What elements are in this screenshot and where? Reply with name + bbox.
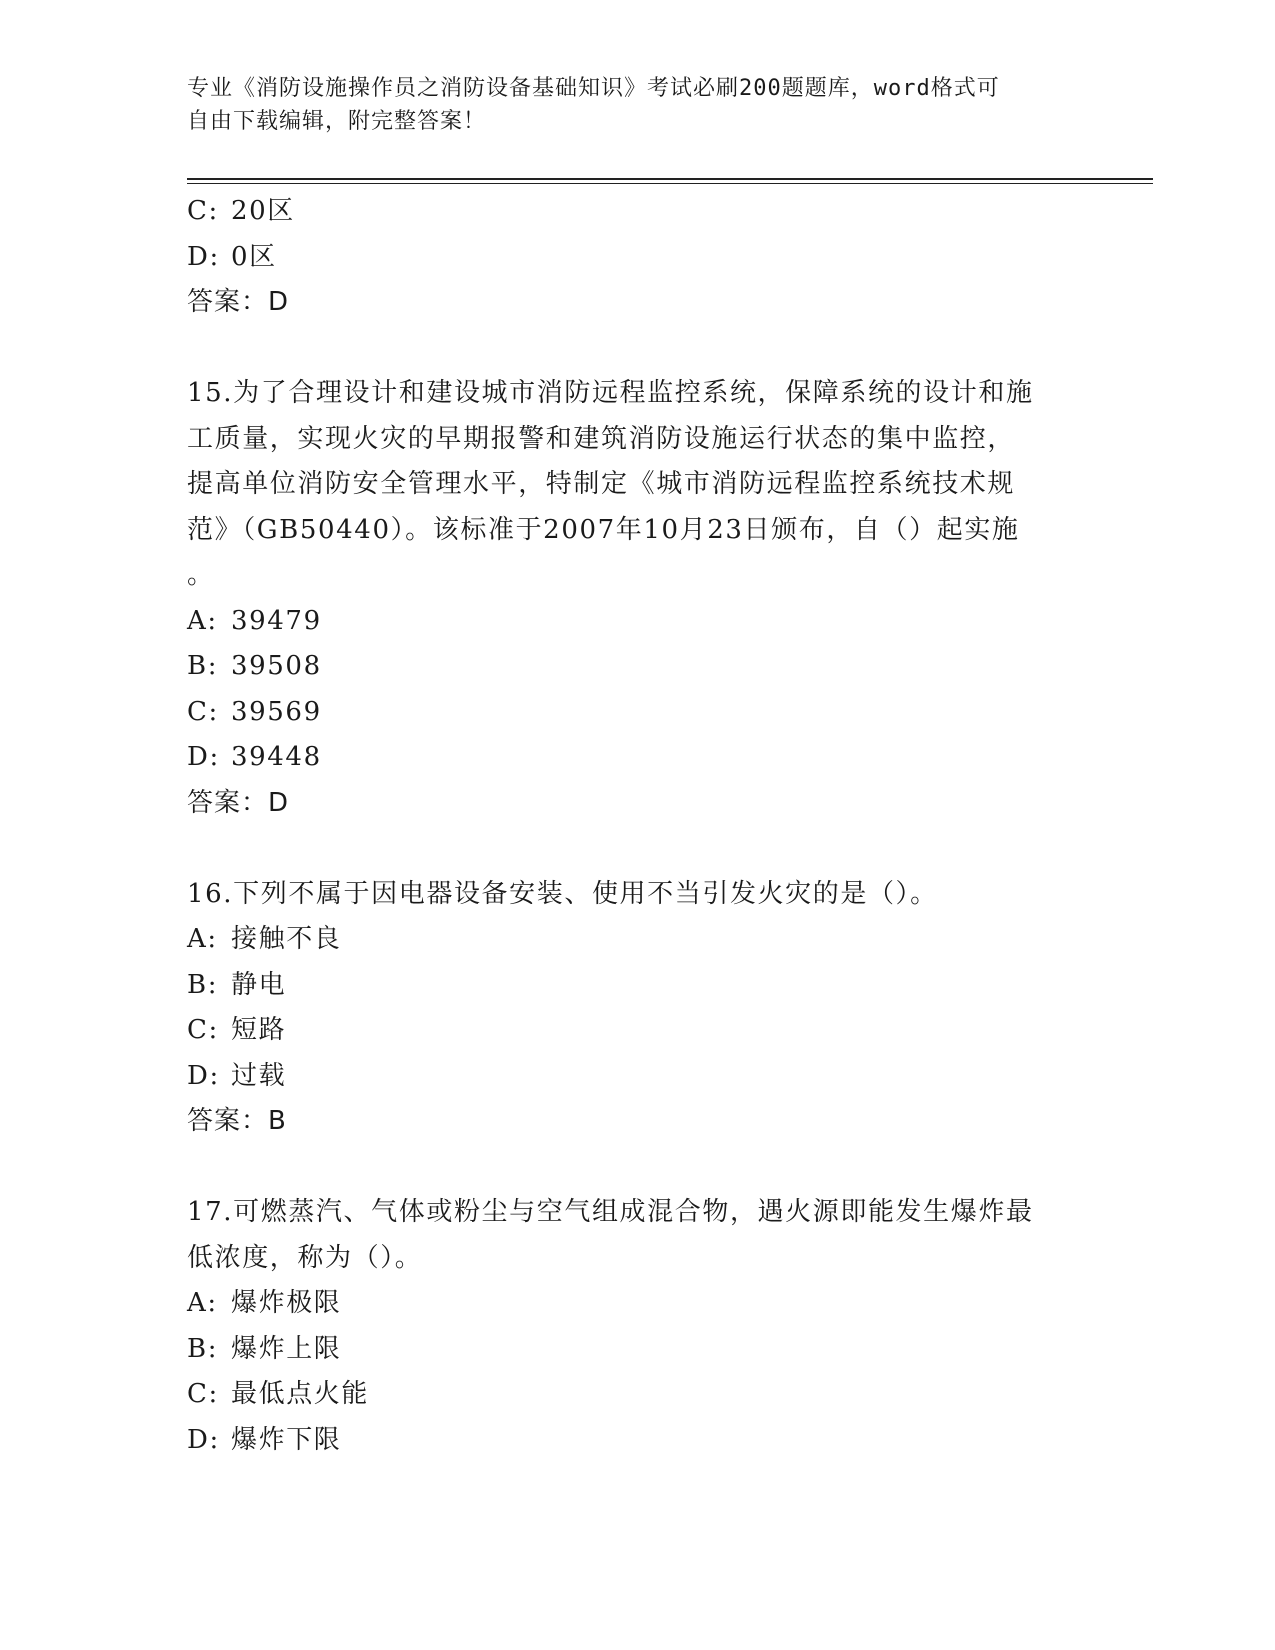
header-title-line-2: 自由下载编辑，附完整答案！	[187, 109, 487, 134]
question-17	[187, 1190, 1087, 1463]
answer-line: 答案：B	[187, 1106, 287, 1136]
question-14-continued	[187, 189, 1087, 326]
option-b: B: 爆炸上限	[187, 1333, 342, 1364]
option-a: A: 爆炸极限	[187, 1288, 342, 1318]
question-stem-line: 16.下列不属于因电器设备安装、使用不当引发火灾的是（）。	[187, 878, 938, 909]
question-stem-line: 工质量，实现火灾的早期报警和建筑消防设施运行状态的集中监控，	[187, 423, 1016, 454]
spacer	[187, 326, 1087, 372]
header-divider-thin	[187, 183, 1153, 184]
option-c: C: 最低点火能	[187, 1379, 370, 1409]
option-c: C: 短路	[187, 1015, 287, 1045]
question-stem-line: 17.可燃蒸汽、气体或粉尘与空气组成混合物，遇火源即能发生爆炸最	[187, 1197, 1034, 1227]
option-a: A: 39479	[187, 605, 322, 636]
option-d: D: 过载	[187, 1060, 287, 1091]
option-d: D: 爆炸下限	[187, 1424, 342, 1455]
option-c: C: 20区	[187, 196, 295, 226]
header-title-line-1: 专业《消防设施操作员之消防设备基础知识》考试必刷200题题库，word格式可	[187, 76, 1000, 101]
question-stem-line: 范》（GB50440）。该标准于2007年10月23日颁布，自（）起实施	[187, 514, 1020, 545]
option-d: D: 39448	[187, 742, 322, 772]
question-stem-line: 15.为了合理设计和建设城市消防远程监控系统，保障系统的设计和施	[187, 378, 1034, 408]
spacer	[187, 826, 1087, 872]
option-d: D: 0区	[187, 241, 277, 272]
question-list	[187, 189, 1087, 1463]
answer-line: 答案：D	[187, 787, 290, 818]
question-15	[187, 371, 1087, 826]
option-b: B: 静电	[187, 969, 287, 1000]
option-c: C: 39569	[187, 696, 322, 727]
answer-line: 答案：D	[187, 287, 290, 317]
option-b: B: 39508	[187, 651, 322, 681]
spacer	[187, 1145, 1087, 1191]
option-a: A: 接触不良	[187, 924, 342, 954]
page-header	[187, 72, 1087, 138]
question-stem-line: 提高单位消防安全管理水平，特制定《城市消防远程监控系统技术规	[187, 469, 1016, 499]
question-stem-line: 。	[187, 560, 215, 590]
question-stem-line: 低浓度，称为（）。	[187, 1242, 423, 1273]
header-divider-thick	[187, 178, 1153, 180]
question-16	[187, 872, 1087, 1145]
